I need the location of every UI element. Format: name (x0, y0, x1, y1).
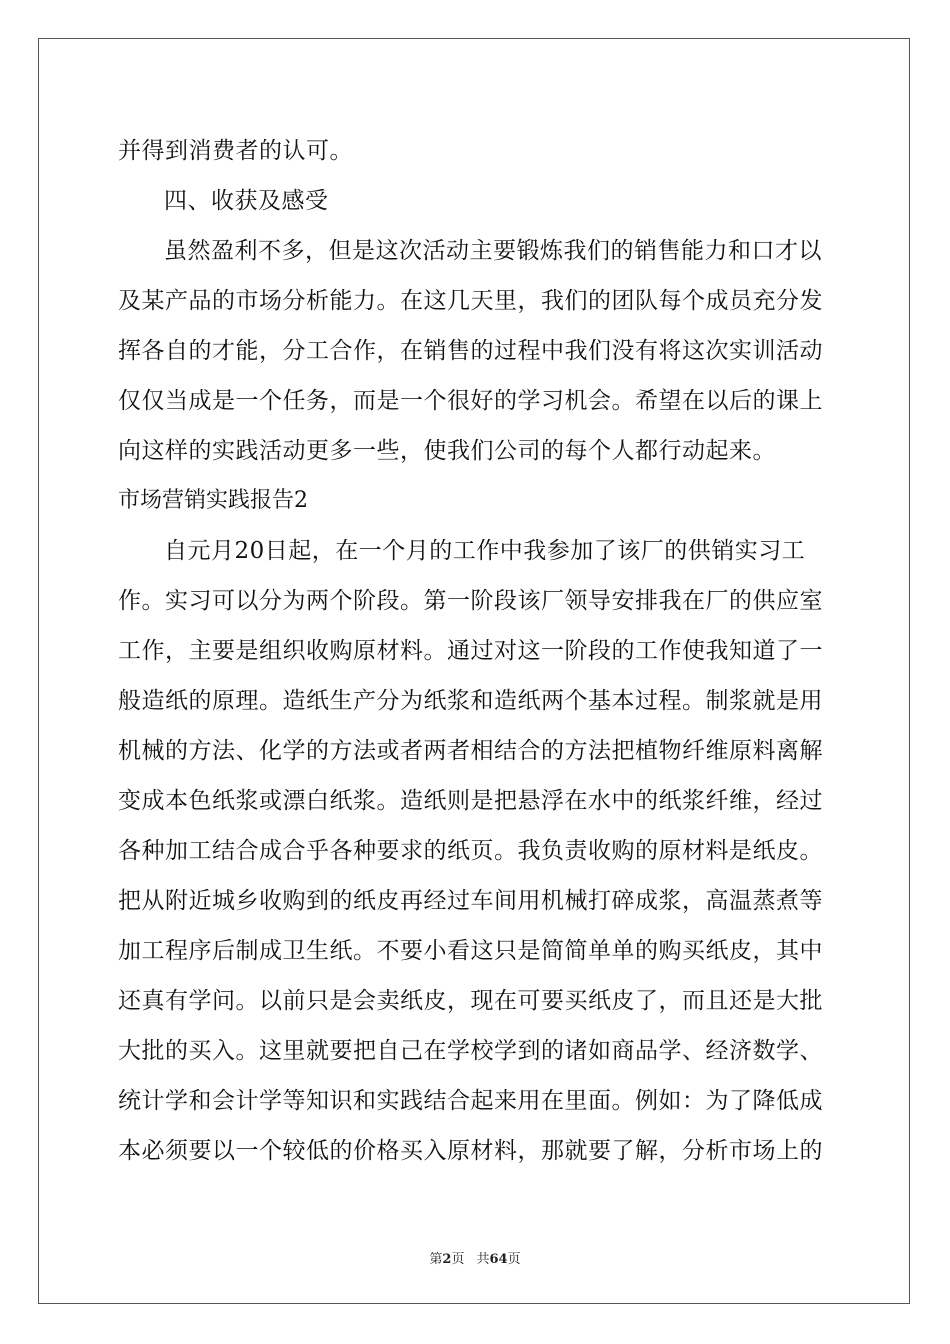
page-total: 64 (489, 1252, 508, 1267)
paragraph-line: 把从附近城乡收购到的纸皮再经过车间用机械打碎成浆，高温蒸煮等 (118, 888, 823, 914)
paragraph-line: 向这样的实践活动更多一些，使我们公司的每个人都行动起来。 (118, 438, 776, 464)
paragraph-line: 虽然盈利不多，但是这次活动主要锻炼我们的销售能力和口才以 (164, 238, 822, 264)
paragraph-line: 自元月20日起，在一个月的工作中我参加了该厂的供销实习工 (164, 538, 806, 564)
paragraph-line: 统计学和会计学等知识和实践结合起来用在里面。例如：为了降低成 (118, 1088, 823, 1114)
section-heading: 四、收获及感受 (164, 188, 329, 214)
page-prefix: 第 (429, 1252, 443, 1267)
page-footer (0, 1248, 950, 1267)
paragraph-line: 工作，主要是组织收购原材料。通过对这一阶段的工作使我知道了一 (118, 638, 823, 664)
report-title: 市场营销实践报告2 (118, 488, 308, 513)
total-prefix: 共 (476, 1252, 490, 1267)
document-body (118, 126, 838, 1176)
paragraph-line: 本必须要以一个较低的价格买入原材料，那就要了解，分析市场上的 (118, 1138, 823, 1164)
paragraph-line: 般造纸的原理。造纸生产分为纸浆和造纸两个基本过程。制浆就是用 (118, 688, 823, 714)
page-number: 2 (442, 1252, 452, 1267)
paragraph-line: 大批的买入。这里就要把自己在学校学到的诸如商品学、经济数学、 (118, 1038, 823, 1064)
paragraph-line: 变成本色纸浆或漂白纸浆。造纸则是把悬浮在水中的纸浆纤维，经过 (118, 788, 823, 814)
paragraph-line: 仅仅当成是一个任务，而是一个很好的学习机会。希望在以后的课上 (118, 388, 823, 414)
page-unit: 页 (451, 1252, 465, 1267)
paragraph-line: 并得到消费者的认可。 (118, 138, 353, 164)
paragraph-line: 还真有学问。以前只是会卖纸皮，现在可要买纸皮了，而且还是大批 (118, 988, 823, 1014)
paragraph-line: 各种加工结合成合乎各种要求的纸页。我负责收购的原材料是纸皮。 (118, 838, 823, 864)
total-unit: 页 (507, 1252, 521, 1267)
paragraph-line: 加工程序后制成卫生纸。不要小看这只是简简单单的购买纸皮，其中 (118, 938, 823, 964)
paragraph-line: 机械的方法、化学的方法或者两者相结合的方法把植物纤维原料离解 (118, 738, 823, 764)
paragraph-line: 挥各自的才能，分工合作，在销售的过程中我们没有将这次实训活动 (118, 338, 823, 364)
paragraph-line: 作。实习可以分为两个阶段。第一阶段该厂领导安排我在厂的供应室 (118, 588, 823, 614)
paragraph-line: 及某产品的市场分析能力。在这几天里，我们的团队每个成员充分发 (118, 288, 823, 314)
